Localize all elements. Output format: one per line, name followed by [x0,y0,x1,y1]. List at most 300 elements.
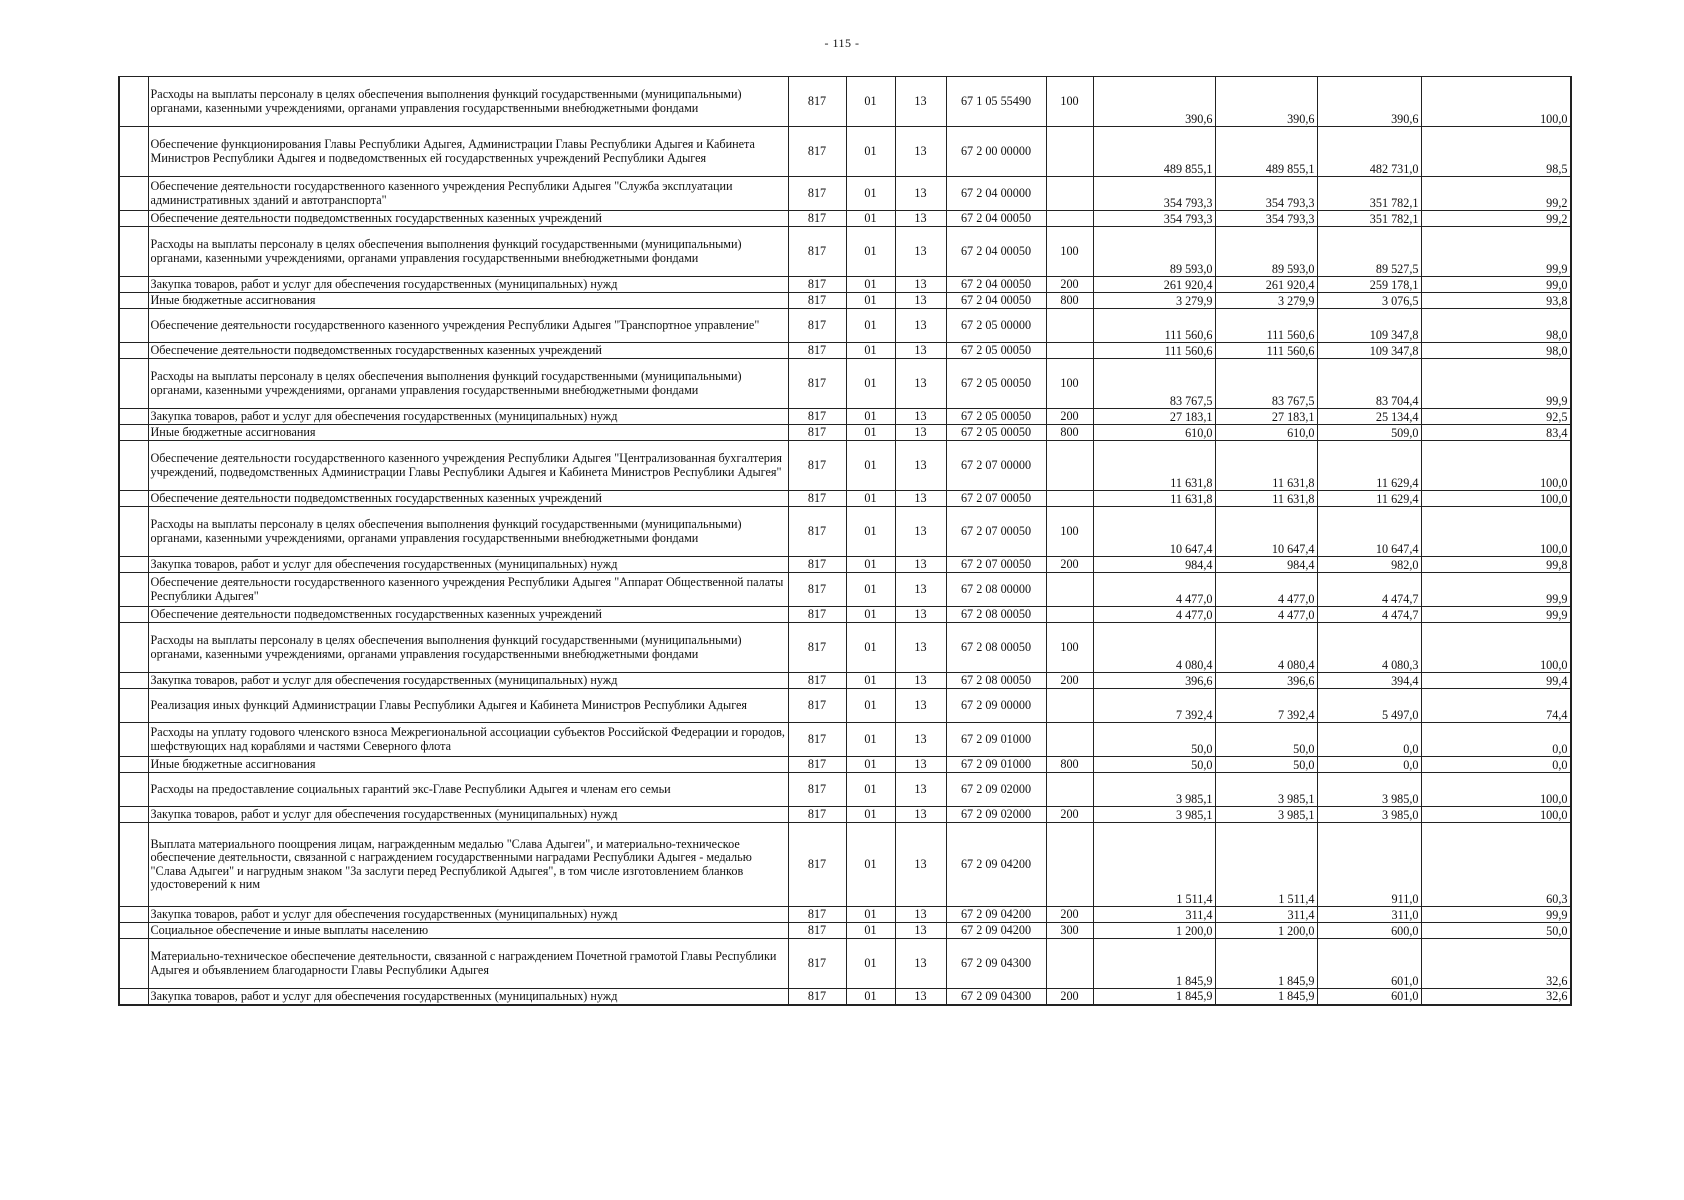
row-section-code: 01 [846,441,895,491]
row-margin-cell [120,807,148,823]
table-row [120,757,1570,773]
row-execution-percent: 100,0 [1421,807,1570,823]
row-margin-cell [120,607,148,623]
row-margin-cell [120,277,148,293]
table-row [120,723,1570,757]
row-executed-amount: 601,0 [1317,989,1421,1005]
row-section-code: 01 [846,211,895,227]
row-executed-amount: 601,0 [1317,939,1421,989]
row-section-code: 01 [846,293,895,309]
row-revised-amount: 89 593,0 [1215,227,1317,277]
row-ministry-code: 817 [788,277,846,293]
row-target-article: 67 2 09 01000 [946,723,1046,757]
row-expense-type: 100 [1046,623,1093,673]
row-executed-amount: 351 782,1 [1317,177,1421,211]
table-row [120,409,1570,425]
row-executed-amount: 109 347,8 [1317,343,1421,359]
row-executed-amount: 4 080,3 [1317,623,1421,673]
row-section-code: 01 [846,573,895,607]
row-executed-amount: 351 782,1 [1317,211,1421,227]
row-section-code: 01 [846,673,895,689]
budget-table-body [120,77,1570,1005]
row-execution-percent: 50,0 [1421,923,1570,939]
row-revised-amount: 4 477,0 [1215,607,1317,623]
row-description: Закупка товаров, работ и услуг для обеспечения государственных (муниципальных) нужд [148,907,788,923]
row-execution-percent: 100,0 [1421,773,1570,807]
row-execution-percent: 0,0 [1421,723,1570,757]
row-execution-percent: 99,2 [1421,177,1570,211]
row-target-article: 67 2 07 00000 [946,441,1046,491]
row-subsection-code: 13 [895,359,946,409]
row-target-article: 67 2 09 01000 [946,757,1046,773]
row-executed-amount: 390,6 [1317,77,1421,127]
row-executed-amount: 311,0 [1317,907,1421,923]
row-target-article: 67 2 04 00050 [946,211,1046,227]
row-margin-cell [120,507,148,557]
row-ministry-code: 817 [788,773,846,807]
row-subsection-code: 13 [895,507,946,557]
row-executed-amount: 3 985,0 [1317,773,1421,807]
row-expense-type [1046,441,1093,491]
row-approved-amount: 50,0 [1093,723,1215,757]
table-row [120,293,1570,309]
row-description: Материально-техническое обеспечение деятельности, связанной с награждением Почетной грамотой Главы Республики Адыгея и объявлением благодарности Главы Республики Адыгея [148,939,788,989]
row-revised-amount: 354 793,3 [1215,177,1317,211]
row-execution-percent: 32,6 [1421,939,1570,989]
row-margin-cell [120,907,148,923]
row-subsection-code: 13 [895,409,946,425]
row-section-code: 01 [846,557,895,573]
row-revised-amount: 261 920,4 [1215,277,1317,293]
row-approved-amount: 3 985,1 [1093,807,1215,823]
row-margin-cell [120,723,148,757]
row-expense-type [1046,127,1093,177]
row-margin-cell [120,757,148,773]
row-execution-percent: 100,0 [1421,491,1570,507]
row-margin-cell [120,989,148,1005]
row-executed-amount: 25 134,4 [1317,409,1421,425]
row-expense-type: 200 [1046,907,1093,923]
row-ministry-code: 817 [788,491,846,507]
row-executed-amount: 259 178,1 [1317,277,1421,293]
row-subsection-code: 13 [895,557,946,573]
row-subsection-code: 13 [895,623,946,673]
row-margin-cell [120,177,148,211]
row-expense-type: 800 [1046,425,1093,441]
row-approved-amount: 984,4 [1093,557,1215,573]
row-margin-cell [120,923,148,939]
row-revised-amount: 610,0 [1215,425,1317,441]
row-section-code: 01 [846,689,895,723]
row-description: Закупка товаров, работ и услуг для обеспечения государственных (муниципальных) нужд [148,673,788,689]
row-subsection-code: 13 [895,127,946,177]
row-approved-amount: 396,6 [1093,673,1215,689]
row-execution-percent: 100,0 [1421,441,1570,491]
row-target-article: 67 2 07 00050 [946,507,1046,557]
row-revised-amount: 1 845,9 [1215,939,1317,989]
row-margin-cell [120,309,148,343]
row-ministry-code: 817 [788,177,846,211]
row-expense-type: 200 [1046,989,1093,1005]
row-subsection-code: 13 [895,573,946,607]
row-target-article: 67 2 00 00000 [946,127,1046,177]
row-expense-type: 200 [1046,673,1093,689]
row-expense-type: 100 [1046,227,1093,277]
row-expense-type [1046,607,1093,623]
row-description: Обеспечение деятельности подведомственных государственных казенных учреждений [148,607,788,623]
row-subsection-code: 13 [895,689,946,723]
row-description: Закупка товаров, работ и услуг для обеспечения государственных (муниципальных) нужд [148,989,788,1005]
row-section-code: 01 [846,309,895,343]
row-description: Обеспечение деятельности подведомственных государственных казенных учреждений [148,343,788,359]
row-revised-amount: 3 985,1 [1215,807,1317,823]
row-execution-percent: 0,0 [1421,757,1570,773]
row-section-code: 01 [846,77,895,127]
row-executed-amount: 109 347,8 [1317,309,1421,343]
row-ministry-code: 817 [788,757,846,773]
row-margin-cell [120,211,148,227]
row-subsection-code: 13 [895,673,946,689]
row-approved-amount: 3 279,9 [1093,293,1215,309]
row-revised-amount: 396,6 [1215,673,1317,689]
row-description: Расходы на выплаты персоналу в целях обеспечения выполнения функций государственными (муниципальными) органами, казенными учреждениями, органами управления государственными внебюджетными фондами [148,623,788,673]
row-margin-cell [120,227,148,277]
row-execution-percent: 99,0 [1421,277,1570,293]
row-description: Выплата материального поощрения лицам, награжденным медалью "Слава Адыгеи", и материально-техническое обеспечение деятельности, связанной с награждением государственными наградами Республики Адыгея - медалью "Слава Адыгеи" и нагрудным знаком "За заслуги перед Республикой Адыгея", в том числе изготовлением бланков удостоверений к ним [148,823,788,907]
row-section-code: 01 [846,623,895,673]
row-section-code: 01 [846,907,895,923]
row-execution-percent: 99,2 [1421,211,1570,227]
row-expense-type [1046,823,1093,907]
row-margin-cell [120,359,148,409]
row-expense-type: 100 [1046,359,1093,409]
row-description: Социальное обеспечение и иные выплаты населению [148,923,788,939]
row-execution-percent: 99,9 [1421,573,1570,607]
row-expense-type [1046,773,1093,807]
row-execution-percent: 60,3 [1421,823,1570,907]
row-section-code: 01 [846,823,895,907]
row-execution-percent: 100,0 [1421,623,1570,673]
table-row [120,907,1570,923]
row-margin-cell [120,425,148,441]
row-margin-cell [120,557,148,573]
row-approved-amount: 11 631,8 [1093,441,1215,491]
row-description: Обеспечение деятельности государственного казенного учреждения Республики Адыгея "Служба эксплуатации административных зданий и автотранспорта" [148,177,788,211]
table-row [120,507,1570,557]
row-expense-type [1046,689,1093,723]
row-approved-amount: 7 392,4 [1093,689,1215,723]
row-subsection-code: 13 [895,773,946,807]
row-ministry-code: 817 [788,573,846,607]
row-description: Обеспечение функционирования Главы Республики Адыгея, Администрации Главы Республики Адыгея и Кабинета Министров Республики Адыгея и подведомственных ей государственных учреждений Республики Адыгея [148,127,788,177]
row-description: Обеспечение деятельности подведомственных государственных казенных учреждений [148,211,788,227]
row-target-article: 67 2 05 00050 [946,409,1046,425]
row-execution-percent: 99,9 [1421,907,1570,923]
table-row [120,923,1570,939]
table-row [120,491,1570,507]
row-execution-percent: 98,0 [1421,343,1570,359]
row-expense-type [1046,343,1093,359]
row-expense-type [1046,939,1093,989]
row-target-article: 67 1 05 55490 [946,77,1046,127]
table-row [120,343,1570,359]
row-section-code: 01 [846,923,895,939]
row-revised-amount: 4 477,0 [1215,573,1317,607]
row-approved-amount: 89 593,0 [1093,227,1215,277]
row-revised-amount: 3 279,9 [1215,293,1317,309]
row-margin-cell [120,689,148,723]
table-row [120,359,1570,409]
row-revised-amount: 1 845,9 [1215,989,1317,1005]
row-expense-type: 100 [1046,507,1093,557]
budget-table [120,76,1571,1006]
table-row [120,607,1570,623]
row-expense-type [1046,723,1093,757]
row-executed-amount: 509,0 [1317,425,1421,441]
row-executed-amount: 3 076,5 [1317,293,1421,309]
row-approved-amount: 111 560,6 [1093,309,1215,343]
row-description: Обеспечение деятельности государственного казенного учреждения Республики Адыгея "Аппарат Общественной палаты Республики Адыгея" [148,573,788,607]
row-approved-amount: 50,0 [1093,757,1215,773]
row-section-code: 01 [846,507,895,557]
row-execution-percent: 100,0 [1421,507,1570,557]
table-row [120,689,1570,723]
row-description: Расходы на выплаты персоналу в целях обеспечения выполнения функций государственными (муниципальными) органами, казенными учреждениями, органами управления государственными внебюджетными фондами [148,359,788,409]
row-subsection-code: 13 [895,939,946,989]
row-revised-amount: 390,6 [1215,77,1317,127]
row-executed-amount: 0,0 [1317,723,1421,757]
row-approved-amount: 27 183,1 [1093,409,1215,425]
row-section-code: 01 [846,227,895,277]
table-row [120,211,1570,227]
row-revised-amount: 50,0 [1215,757,1317,773]
row-section-code: 01 [846,989,895,1005]
row-executed-amount: 911,0 [1317,823,1421,907]
row-approved-amount: 1 511,4 [1093,823,1215,907]
row-approved-amount: 354 793,3 [1093,211,1215,227]
row-approved-amount: 610,0 [1093,425,1215,441]
row-approved-amount: 3 985,1 [1093,773,1215,807]
row-execution-percent: 99,8 [1421,557,1570,573]
row-revised-amount: 1 511,4 [1215,823,1317,907]
row-subsection-code: 13 [895,309,946,343]
row-target-article: 67 2 05 00050 [946,359,1046,409]
row-expense-type: 200 [1046,807,1093,823]
row-target-article: 67 2 05 00050 [946,343,1046,359]
row-target-article: 67 2 09 04300 [946,989,1046,1005]
row-revised-amount: 10 647,4 [1215,507,1317,557]
row-margin-cell [120,673,148,689]
row-revised-amount: 489 855,1 [1215,127,1317,177]
table-row [120,773,1570,807]
row-executed-amount: 600,0 [1317,923,1421,939]
row-section-code: 01 [846,807,895,823]
table-row [120,177,1570,211]
row-approved-amount: 11 631,8 [1093,491,1215,507]
row-target-article: 67 2 09 04300 [946,939,1046,989]
row-subsection-code: 13 [895,823,946,907]
table-row [120,807,1570,823]
row-section-code: 01 [846,757,895,773]
row-approved-amount: 1 845,9 [1093,989,1215,1005]
row-revised-amount: 4 080,4 [1215,623,1317,673]
row-margin-cell [120,939,148,989]
row-description: Иные бюджетные ассигнования [148,293,788,309]
table-row [120,989,1570,1005]
row-expense-type: 800 [1046,757,1093,773]
row-executed-amount: 982,0 [1317,557,1421,573]
row-subsection-code: 13 [895,425,946,441]
row-margin-cell [120,293,148,309]
row-approved-amount: 10 647,4 [1093,507,1215,557]
row-executed-amount: 3 985,0 [1317,807,1421,823]
row-description: Закупка товаров, работ и услуг для обеспечения государственных (муниципальных) нужд [148,807,788,823]
row-ministry-code: 817 [788,823,846,907]
row-expense-type: 100 [1046,77,1093,127]
row-target-article: 67 2 09 02000 [946,807,1046,823]
row-executed-amount: 4 474,7 [1317,573,1421,607]
row-subsection-code: 13 [895,211,946,227]
row-subsection-code: 13 [895,77,946,127]
row-description: Расходы на выплаты персоналу в целях обеспечения выполнения функций государственными (муниципальными) органами, казенными учреждениями, органами управления государственными внебюджетными фондами [148,227,788,277]
row-section-code: 01 [846,127,895,177]
row-revised-amount: 7 392,4 [1215,689,1317,723]
row-subsection-code: 13 [895,491,946,507]
row-margin-cell [120,573,148,607]
row-margin-cell [120,77,148,127]
row-ministry-code: 817 [788,723,846,757]
table-row [120,127,1570,177]
row-approved-amount: 83 767,5 [1093,359,1215,409]
row-margin-cell [120,773,148,807]
row-target-article: 67 2 09 04200 [946,823,1046,907]
row-subsection-code: 13 [895,177,946,211]
row-revised-amount: 1 200,0 [1215,923,1317,939]
row-subsection-code: 13 [895,989,946,1005]
row-target-article: 67 2 09 04200 [946,923,1046,939]
row-approved-amount: 489 855,1 [1093,127,1215,177]
row-approved-amount: 390,6 [1093,77,1215,127]
row-subsection-code: 13 [895,923,946,939]
row-ministry-code: 817 [788,607,846,623]
row-approved-amount: 311,4 [1093,907,1215,923]
row-section-code: 01 [846,277,895,293]
row-ministry-code: 817 [788,211,846,227]
row-revised-amount: 311,4 [1215,907,1317,923]
table-row [120,441,1570,491]
table-row [120,939,1570,989]
row-expense-type: 300 [1046,923,1093,939]
table-row [120,823,1570,907]
row-section-code: 01 [846,773,895,807]
row-description: Расходы на выплаты персоналу в целях обеспечения выполнения функций государственными (муниципальными) органами, казенными учреждениями, органами управления государственными внебюджетными фондами [148,507,788,557]
row-executed-amount: 482 731,0 [1317,127,1421,177]
page-number: - 115 - [824,36,860,50]
row-description: Расходы на уплату годового членского взноса Межрегиональной ассоциации субъектов Российской Федерации и городов, шефствующих над кораблями и частями Северного флота [148,723,788,757]
row-description: Иные бюджетные ассигнования [148,425,788,441]
row-description: Реализация иных функций Администрации Главы Республики Адыгея и Кабинета Министров Республики Адыгея [148,689,788,723]
row-expense-type [1046,491,1093,507]
row-expense-type: 200 [1046,277,1093,293]
table-row [120,557,1570,573]
row-ministry-code: 817 [788,309,846,343]
row-approved-amount: 354 793,3 [1093,177,1215,211]
row-ministry-code: 817 [788,939,846,989]
row-description: Закупка товаров, работ и услуг для обеспечения государственных (муниципальных) нужд [148,409,788,425]
row-target-article: 67 2 05 00050 [946,425,1046,441]
row-revised-amount: 111 560,6 [1215,343,1317,359]
row-ministry-code: 817 [788,77,846,127]
row-ministry-code: 817 [788,989,846,1005]
row-section-code: 01 [846,491,895,507]
row-execution-percent: 99,4 [1421,673,1570,689]
budget-table-sheet [118,76,1572,1006]
row-subsection-code: 13 [895,343,946,359]
row-section-code: 01 [846,177,895,211]
row-target-article: 67 2 05 00000 [946,309,1046,343]
row-target-article: 67 2 09 02000 [946,773,1046,807]
row-executed-amount: 0,0 [1317,757,1421,773]
row-ministry-code: 817 [788,673,846,689]
row-subsection-code: 13 [895,907,946,923]
row-ministry-code: 817 [788,807,846,823]
row-execution-percent: 74,4 [1421,689,1570,723]
row-ministry-code: 817 [788,907,846,923]
row-margin-cell [120,441,148,491]
row-subsection-code: 13 [895,441,946,491]
row-description: Обеспечение деятельности государственного казенного учреждения Республики Адыгея "Централизованная бухгалтерия учреждений, подведомственных Администрации Главы Республики Адыгея и Кабинета Министров Республики Адыгея" [148,441,788,491]
row-description: Расходы на выплаты персоналу в целях обеспечения выполнения функций государственными (муниципальными) органами, казенными учреждениями, органами управления государственными внебюджетными фондами [148,77,788,127]
row-section-code: 01 [846,359,895,409]
row-executed-amount: 83 704,4 [1317,359,1421,409]
row-execution-percent: 93,8 [1421,293,1570,309]
row-ministry-code: 817 [788,623,846,673]
row-margin-cell [120,823,148,907]
row-revised-amount: 83 767,5 [1215,359,1317,409]
row-revised-amount: 50,0 [1215,723,1317,757]
row-ministry-code: 817 [788,359,846,409]
row-section-code: 01 [846,343,895,359]
row-ministry-code: 817 [788,557,846,573]
row-margin-cell [120,343,148,359]
row-subsection-code: 13 [895,293,946,309]
row-description: Иные бюджетные ассигнования [148,757,788,773]
row-description: Обеспечение деятельности государственного казенного учреждения Республики Адыгея "Транспортное управление" [148,309,788,343]
row-approved-amount: 1 845,9 [1093,939,1215,989]
row-description: Обеспечение деятельности подведомственных государственных казенных учреждений [148,491,788,507]
row-executed-amount: 11 629,4 [1317,491,1421,507]
row-ministry-code: 817 [788,343,846,359]
row-expense-type [1046,177,1093,211]
row-description: Расходы на предоставление социальных гарантий экс-Главе Республики Адыгея и членам его семьи [148,773,788,807]
row-ministry-code: 817 [788,127,846,177]
row-revised-amount: 3 985,1 [1215,773,1317,807]
row-ministry-code: 817 [788,425,846,441]
row-approved-amount: 4 080,4 [1093,623,1215,673]
row-expense-type [1046,211,1093,227]
row-executed-amount: 5 497,0 [1317,689,1421,723]
row-target-article: 67 2 04 00000 [946,177,1046,211]
row-target-article: 67 2 07 00050 [946,557,1046,573]
row-revised-amount: 27 183,1 [1215,409,1317,425]
row-revised-amount: 354 793,3 [1215,211,1317,227]
row-target-article: 67 2 08 00050 [946,607,1046,623]
row-execution-percent: 100,0 [1421,77,1570,127]
row-execution-percent: 32,6 [1421,989,1570,1005]
row-section-code: 01 [846,723,895,757]
row-ministry-code: 817 [788,441,846,491]
table-row [120,77,1570,127]
